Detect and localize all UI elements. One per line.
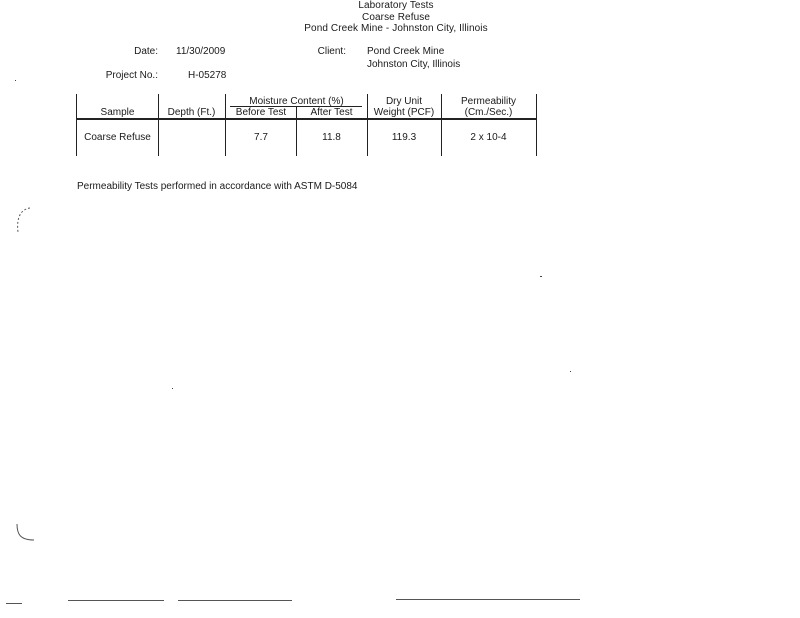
table-border-right — [536, 94, 537, 156]
table-border-left — [76, 94, 77, 156]
before-test-header: Before Test — [235, 107, 287, 118]
project-value: H-05278 — [188, 70, 227, 81]
row-before-test: 7.7 — [254, 132, 268, 143]
scan-speck — [540, 276, 542, 277]
scan-artifact-arc-top — [12, 206, 34, 236]
report-title: Laboratory Tests — [358, 0, 434, 11]
report-subtitle: Coarse Refuse — [362, 12, 430, 23]
bottom-fragment-line — [396, 599, 580, 600]
client-name: Pond Creek Mine — [367, 46, 445, 57]
client-label: Client: — [317, 46, 346, 57]
project-label: Project No.: — [105, 70, 158, 81]
table-divider-sample — [158, 94, 159, 156]
test-method-note: Permeability Tests performed in accordance with ASTM D-5084 — [77, 181, 358, 192]
bottom-fragment-line — [68, 600, 164, 601]
row-after-test: 11.8 — [322, 132, 341, 143]
bottom-fragment-line — [6, 603, 22, 604]
moisture-group-header: Moisture Content (%) — [249, 96, 344, 107]
report-location: Pond Creek Mine - Johnston City, Illinois — [304, 23, 488, 34]
bottom-fragment-line — [178, 600, 292, 601]
permeability-header-line2: (Cm./Sec.) — [464, 107, 513, 118]
sample-header: Sample — [100, 107, 135, 118]
after-test-header: After Test — [310, 107, 353, 118]
date-value: 11/30/2009 — [176, 46, 226, 57]
permeability-header-line1: Permeability — [460, 96, 517, 107]
scan-speck — [15, 80, 16, 81]
header-rule — [76, 118, 537, 120]
row-sample: Coarse Refuse — [84, 132, 151, 143]
dryunit-header-line1: Dry Unit — [385, 96, 423, 107]
client-city: Johnston City, Illinois — [367, 59, 461, 70]
row-dry-unit-weight: 119.3 — [391, 132, 417, 143]
row-permeability: 2 x 10-4 — [470, 132, 507, 143]
depth-header: Depth (Ft.) — [167, 107, 216, 118]
date-label: Date: — [134, 46, 158, 57]
scan-speck — [172, 388, 173, 389]
scan-artifact-arc-bottom — [12, 522, 38, 546]
dryunit-header-line2: Weight (PCF) — [373, 107, 435, 118]
scan-speck — [570, 371, 571, 372]
